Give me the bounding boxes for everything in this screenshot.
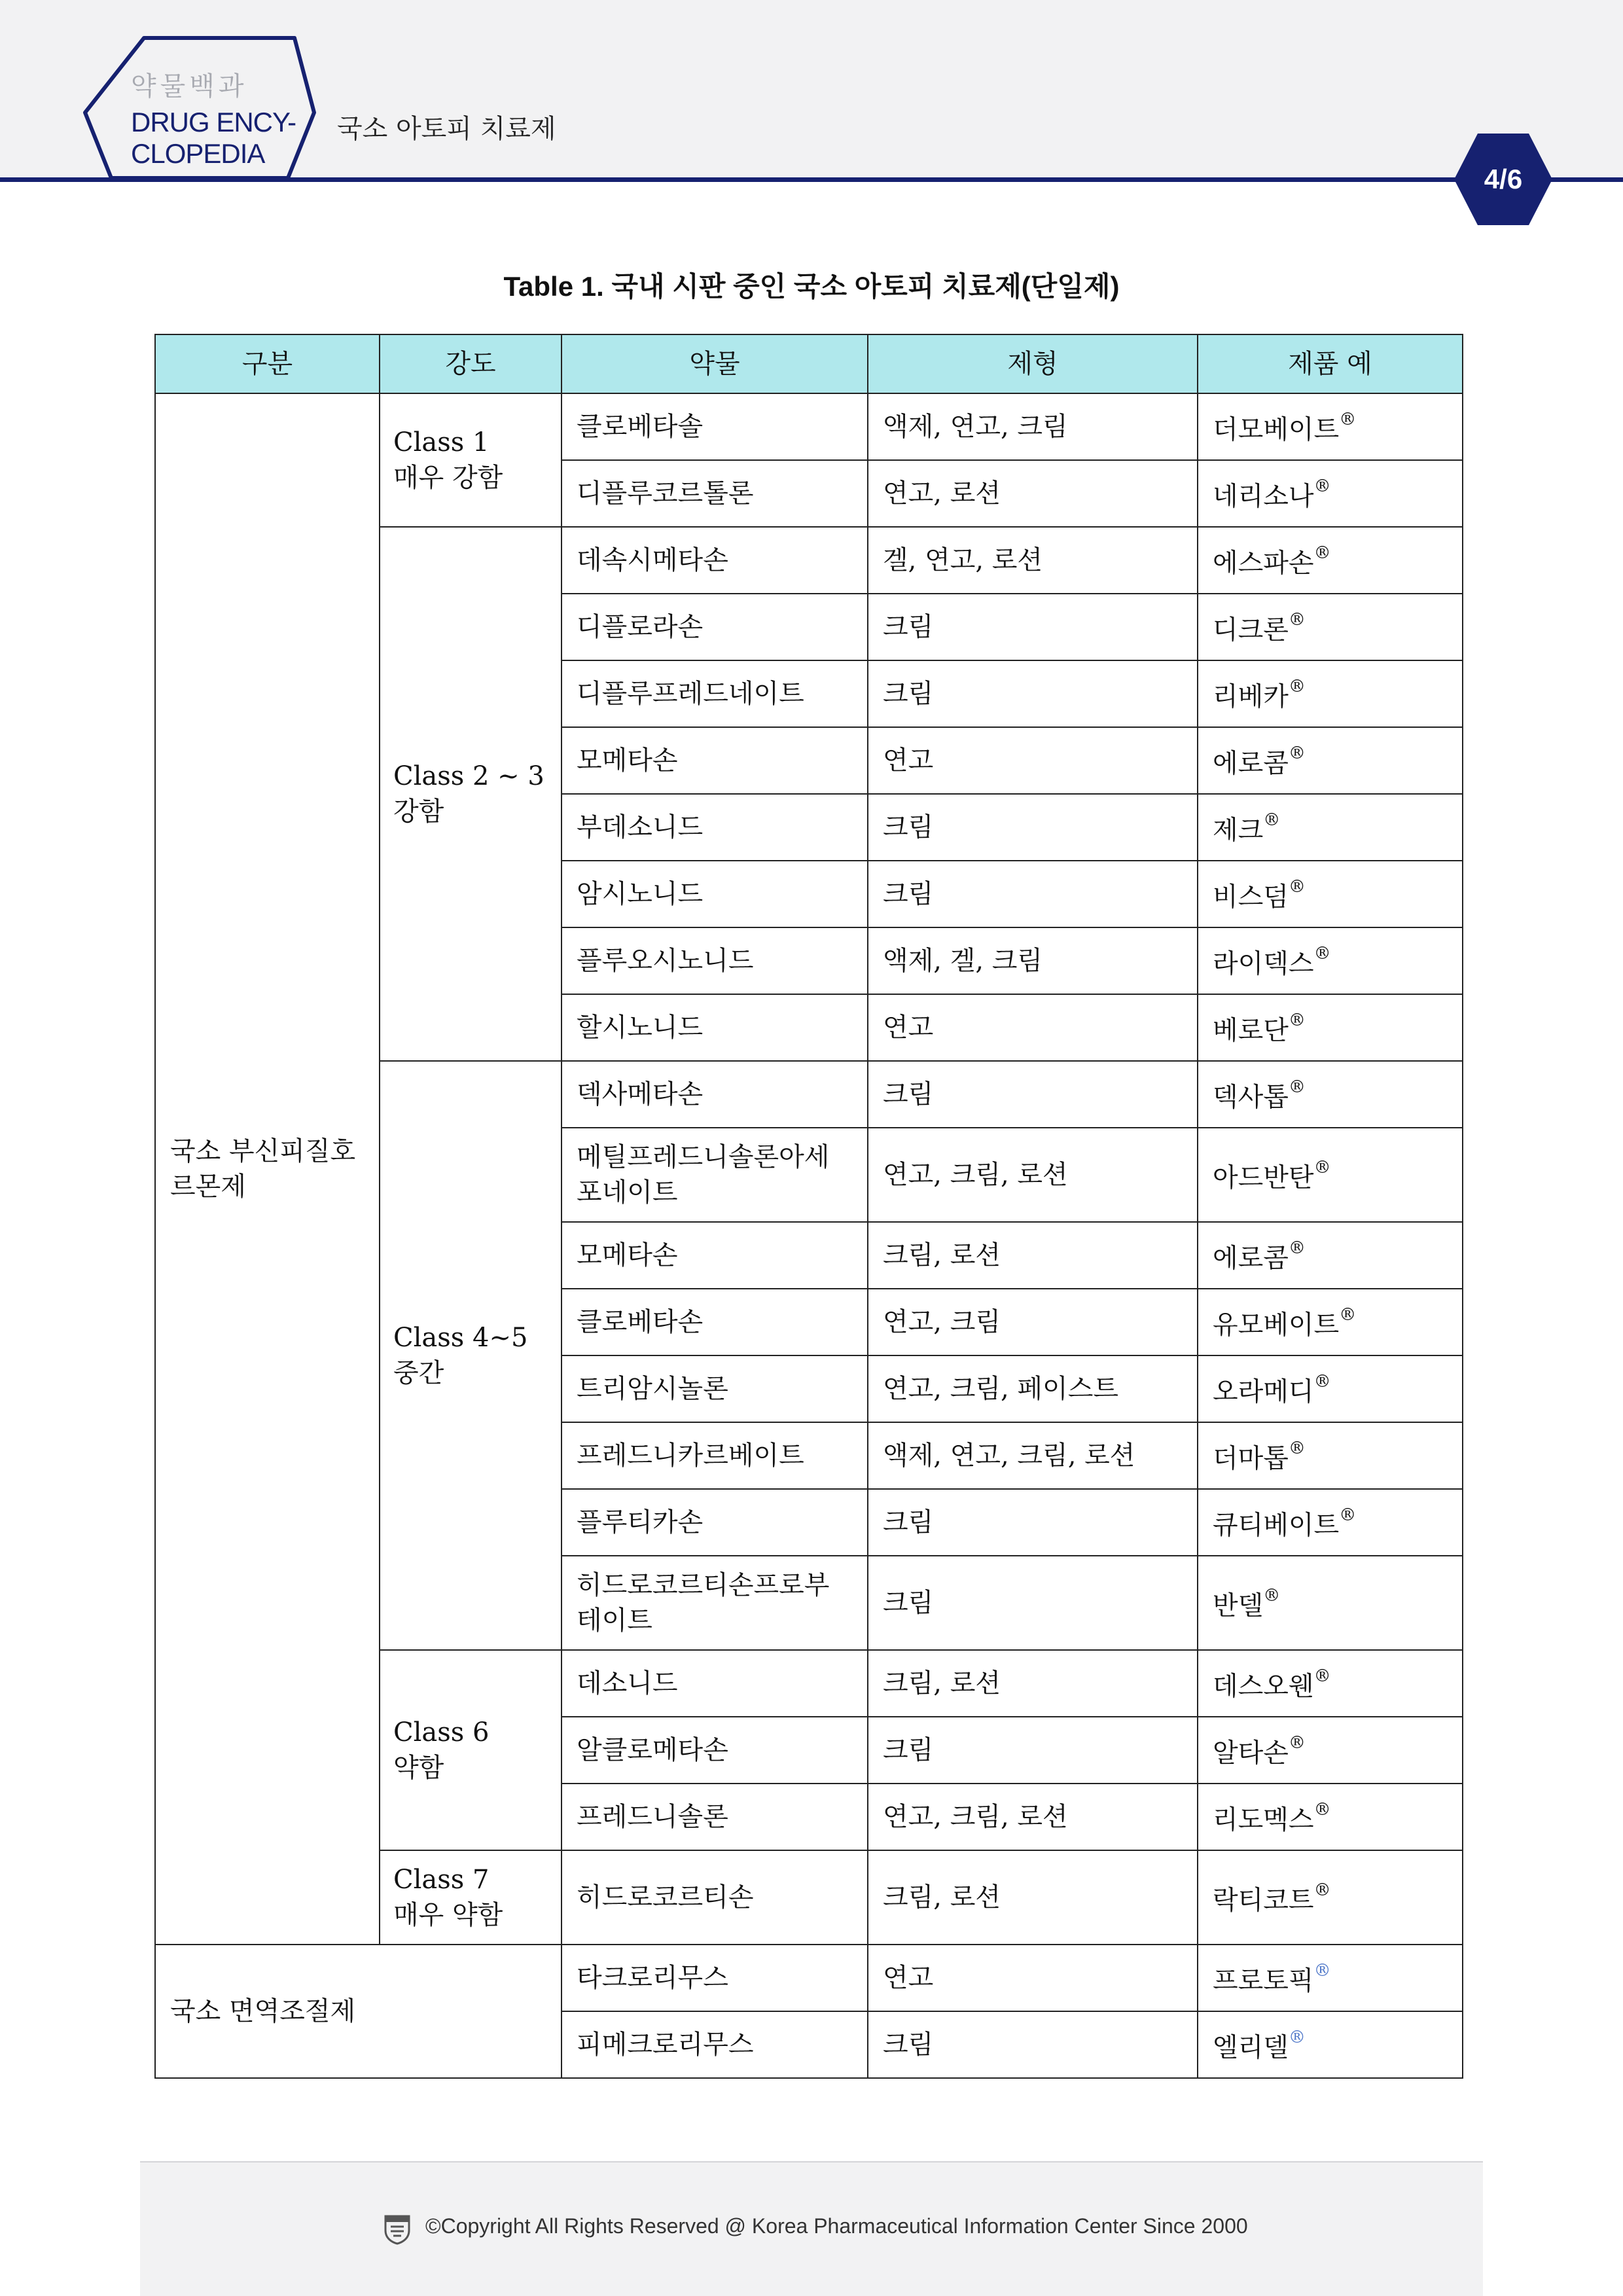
product-name: 더모베이트 [1213, 414, 1340, 445]
column-header: 강도 [380, 334, 562, 393]
form-cell: 연고, 크림, 로션 [868, 1784, 1198, 1850]
product-name: 에스파손 [1213, 548, 1314, 579]
product-cell [1198, 527, 1463, 594]
product-name: 데스오웬 [1213, 1671, 1314, 1702]
product-cell [1198, 393, 1463, 460]
shield-icon [383, 2214, 412, 2245]
drug-cell: 덱사메타손 [562, 1061, 868, 1128]
strength-label: 매우 약함 [393, 1900, 503, 1930]
registered-mark: ® [1313, 1880, 1331, 1901]
drug-cell: 프레드니솔론 [562, 1784, 868, 1850]
product-name: 네리소나 [1213, 481, 1314, 512]
strength-cell-class2-3 [380, 527, 562, 1061]
product-cell [1198, 861, 1463, 927]
drug-cell: 플루오시노니드 [562, 927, 868, 994]
logo [131, 65, 301, 170]
product-name: 프로토픽 [1213, 1965, 1314, 1996]
registered-mark: ® [1339, 410, 1357, 430]
drug-cell: 디플로라손 [562, 594, 868, 660]
drug-cell: 알클로메타손 [562, 1717, 868, 1784]
product-cell [1198, 1489, 1463, 1556]
product-cell [1198, 1945, 1463, 2011]
form-cell: 크림 [868, 1717, 1198, 1784]
drug-cell: 부데소니드 [562, 794, 868, 861]
group-cell-immuno: 국소 면역조절제 [155, 1945, 562, 2078]
drug-cell: 모메타손 [562, 1222, 868, 1289]
product-name: 엘리델 [1213, 2032, 1289, 2063]
product-name: 덱사톱 [1213, 1082, 1289, 1113]
product-name: 더마톱 [1213, 1443, 1289, 1474]
strength-label: 매우 강함 [393, 463, 503, 493]
product-name: 큐티베이트 [1213, 1510, 1340, 1541]
product-cell [1198, 660, 1463, 727]
drug-cell: 클로베타솔 [562, 393, 868, 460]
product-cell [1198, 1355, 1463, 1422]
form-cell: 연고, 크림, 로션 [868, 1128, 1198, 1222]
product-name: 반델 [1213, 1590, 1264, 1621]
product-cell [1198, 994, 1463, 1061]
registered-mark: ® [1288, 2028, 1306, 2048]
product-name: 에로콤 [1213, 1243, 1289, 1274]
product-name: 아드반탄 [1213, 1162, 1314, 1193]
table-title: Table 1. 국내 시판 중인 국소 아토피 치료제(단일제) [503, 271, 1120, 302]
product-cell [1198, 794, 1463, 861]
product-cell [1198, 1717, 1463, 1784]
product-cell [1198, 460, 1463, 527]
drug-cell: 디플루프레드네이트 [562, 660, 868, 727]
registered-mark: ® [1313, 1372, 1331, 1392]
form-cell: 크림 [868, 794, 1198, 861]
column-header: 약물 [562, 334, 868, 393]
drug-cell: 데소니드 [562, 1650, 868, 1717]
product-name: 제크 [1213, 815, 1264, 846]
form-cell: 액제, 겔, 크림 [868, 927, 1198, 994]
form-cell: 크림 [868, 594, 1198, 660]
form-cell: 크림 [868, 2011, 1198, 2078]
column-header: 제품 예 [1198, 334, 1463, 393]
registered-mark: ® [1288, 1011, 1306, 1031]
form-cell: 연고, 로션 [868, 460, 1198, 527]
group-cell-steroid: 국소 부신피질호르몬제 [155, 393, 380, 1945]
form-cell: 크림 [868, 1489, 1198, 1556]
form-cell: 크림, 로션 [868, 1222, 1198, 1289]
strength-cell-class1 [380, 393, 562, 527]
product-name: 리도멕스 [1213, 1804, 1314, 1835]
logo-korean: 약물백과 [131, 71, 248, 101]
registered-mark: ® [1313, 1961, 1331, 1981]
drug-cell: 클로베타손 [562, 1289, 868, 1355]
strength-cell-class4-5 [380, 1061, 562, 1650]
product-cell [1198, 1784, 1463, 1850]
registered-mark: ® [1339, 1305, 1357, 1325]
form-cell: 크림 [868, 861, 1198, 927]
product-cell [1198, 1222, 1463, 1289]
registered-mark: ® [1288, 1077, 1306, 1098]
registered-mark: ® [1313, 543, 1331, 564]
drug-cell: 모메타손 [562, 727, 868, 794]
table-row [155, 393, 1463, 460]
page-number: 4/6 [1484, 164, 1523, 194]
form-cell: 크림, 로션 [868, 1850, 1198, 1945]
product-cell [1198, 1850, 1463, 1945]
document-title: 국소 아토피 치료제 [337, 114, 556, 144]
drug-cell: 메틸프레드니솔론아세포네이트 [562, 1128, 868, 1222]
form-cell: 크림 [868, 660, 1198, 727]
registered-mark: ® [1263, 1586, 1281, 1606]
form-cell: 연고, 크림, 페이스트 [868, 1355, 1198, 1422]
strength-cell-class7 [380, 1850, 562, 1945]
drug-cell: 트리암시놀론 [562, 1355, 868, 1422]
registered-mark: ® [1313, 944, 1331, 964]
logo-english-line2: CLOPEDIA [131, 138, 265, 169]
form-cell: 연고 [868, 994, 1198, 1061]
form-cell: 연고 [868, 1945, 1198, 2011]
drug-cell: 프레드니카르베이트 [562, 1422, 868, 1489]
column-header: 제형 [868, 334, 1198, 393]
product-cell [1198, 1650, 1463, 1717]
product-name: 유모베이트 [1213, 1310, 1340, 1340]
product-cell [1198, 927, 1463, 994]
drug-cell: 타크로리무스 [562, 1945, 868, 2011]
product-cell [1198, 1061, 1463, 1128]
logo-english-line1: DRUG ENCY- [131, 107, 296, 137]
drug-table [154, 334, 1463, 2079]
strength-class: Class 7 [393, 1865, 490, 1895]
registered-mark: ® [1313, 1666, 1331, 1687]
registered-mark: ® [1313, 1800, 1331, 1820]
registered-mark: ® [1288, 1238, 1306, 1259]
product-name: 디크론 [1213, 615, 1289, 645]
product-name: 비스덤 [1213, 882, 1289, 912]
registered-mark: ® [1313, 1158, 1331, 1178]
form-cell: 크림 [868, 1556, 1198, 1650]
product-cell [1198, 1289, 1463, 1355]
strength-class: Class 6 [393, 1717, 490, 1748]
drug-cell: 피메크로리무스 [562, 2011, 868, 2078]
product-name: 에로콤 [1213, 748, 1289, 779]
product-cell [1198, 594, 1463, 660]
product-cell [1198, 1556, 1463, 1650]
strength-label: 약함 [393, 1753, 444, 1783]
drug-cell: 히드로코르티손프로부테이트 [562, 1556, 868, 1650]
product-name: 오라메디 [1213, 1376, 1314, 1407]
registered-mark: ® [1288, 1733, 1306, 1753]
registered-mark: ® [1288, 677, 1306, 697]
product-name: 알타손 [1213, 1738, 1289, 1768]
strength-class: Class 4~5 [393, 1323, 528, 1353]
form-cell: 액제, 연고, 크림 [868, 393, 1198, 460]
drug-cell: 데속시메타손 [562, 527, 868, 594]
drug-cell: 할시노니드 [562, 994, 868, 1061]
drug-cell: 플루티카손 [562, 1489, 868, 1556]
footer-rule [140, 2161, 1483, 2162]
product-cell [1198, 1128, 1463, 1222]
registered-mark: ® [1288, 744, 1306, 764]
registered-mark: ® [1339, 1505, 1357, 1526]
product-cell [1198, 2011, 1463, 2078]
registered-mark: ® [1288, 877, 1306, 897]
product-name: 리베카 [1213, 681, 1289, 712]
form-cell: 연고, 크림 [868, 1289, 1198, 1355]
registered-mark: ® [1288, 1439, 1306, 1459]
drug-cell: 암시노니드 [562, 861, 868, 927]
strength-class: Class 2 ~ 3 [393, 761, 544, 791]
table-header-row [155, 334, 1463, 393]
product-name: 락티코트 [1213, 1885, 1314, 1916]
registered-mark: ® [1313, 476, 1331, 497]
column-header: 구분 [155, 334, 380, 393]
form-cell: 겔, 연고, 로션 [868, 527, 1198, 594]
form-cell: 크림, 로션 [868, 1650, 1198, 1717]
strength-class: Class 1 [393, 427, 490, 457]
form-cell: 액제, 연고, 크림, 로션 [868, 1422, 1198, 1489]
strength-label: 중간 [393, 1358, 444, 1388]
product-name: 베로단 [1213, 1015, 1289, 1046]
strength-cell-class6 [380, 1650, 562, 1850]
drug-cell: 디플루코르톨론 [562, 460, 868, 527]
drug-cell: 히드로코르티손 [562, 1850, 868, 1945]
copyright-text: ©Copyright All Rights Reserved @ Korea Pharmaceutical Information Center Since 2000 [425, 2214, 1248, 2238]
form-cell: 크림 [868, 1061, 1198, 1128]
registered-mark: ® [1263, 810, 1281, 831]
product-cell [1198, 1422, 1463, 1489]
strength-label: 강함 [393, 797, 444, 827]
registered-mark: ® [1288, 610, 1306, 630]
product-cell [1198, 727, 1463, 794]
table-row [155, 1945, 1463, 2011]
form-cell: 연고 [868, 727, 1198, 794]
product-name: 라이덱스 [1213, 948, 1314, 979]
